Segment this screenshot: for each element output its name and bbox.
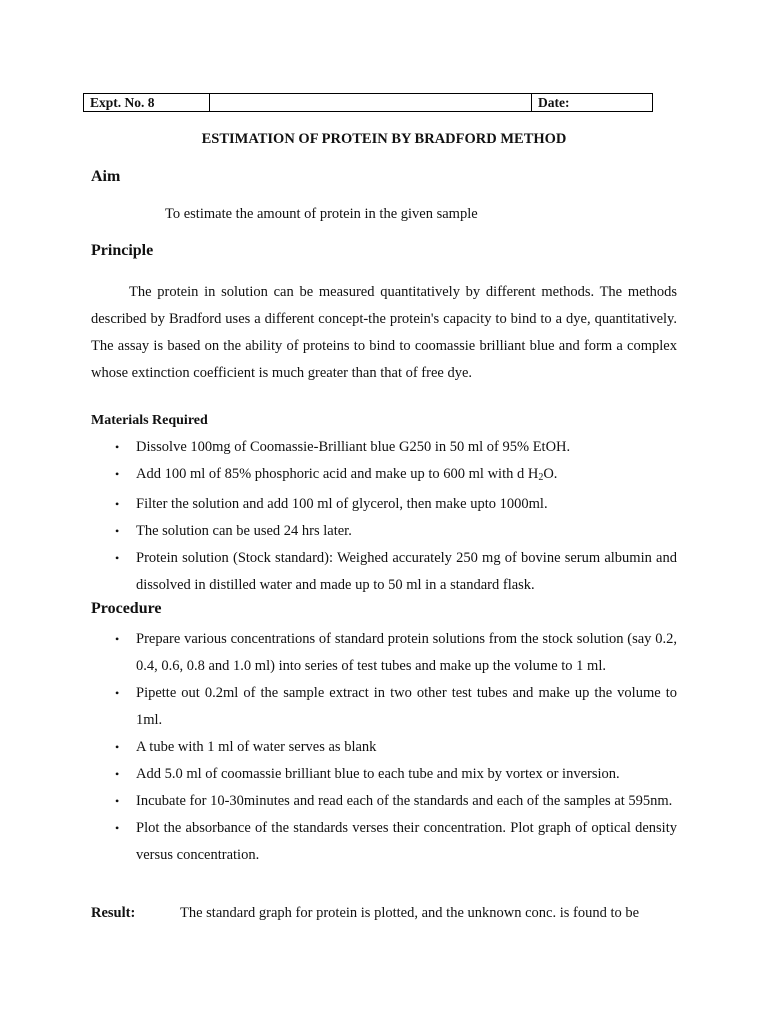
bullet-icon: • [115,740,120,754]
result-label: Result: [91,905,136,921]
bullet-icon: • [115,524,120,538]
list-item [91,788,677,815]
bullet-icon: • [115,467,120,481]
list-item-text: Incubate for 10-30minutes and read each of the standards and each of the samples at 595nm. [136,793,673,809]
list-item-text: Dissolve 100mg of Coomassie-Brilliant blue G250 in 50 ml of 95% EtOH. [136,439,571,455]
list-item [91,434,677,461]
list-item-text: The solution can be used 24 hrs later. [136,523,352,539]
expt-number-cell: Expt. No. 8 [84,94,210,111]
document-title: ESTIMATION OF PROTEIN BY BRADFORD METHOD [201,131,567,147]
bullet-icon: • [115,767,120,781]
list-item [91,461,677,491]
list-item [91,518,677,545]
bullet-icon: • [115,821,120,835]
blank-cell [210,94,532,111]
bullet-icon: • [115,686,120,700]
aim-text: To estimate the amount of protein in the given sample [165,206,478,222]
list-item [91,734,677,761]
bullet-icon: • [115,440,120,454]
subscript: 2 [538,472,544,483]
bullet-icon: • [115,632,120,646]
list-item-text: Add 100 ml of 85% phosphoric acid and make up to 600 ml with d H [136,466,539,482]
list-item-text: A tube with 1 ml of water serves as blank [136,739,377,755]
list-item-tail: O. [543,466,558,482]
date-cell: Date: [538,95,570,110]
procedure-heading: Procedure [91,600,162,617]
bullet-icon: • [115,551,120,565]
list-item [91,491,677,518]
list-item [91,761,677,788]
list-item-text: Prepare various concentrations of standard protein solutions from the stock solution (say 0.2, 0.4, 0.6, 0.8 and 1.0 ml) into series of test tubes and make up the volume to 1 ml. [136,631,677,674]
aim-heading: Aim [91,168,121,185]
materials-heading: Materials Required [91,413,208,428]
experiment-header-table [83,93,653,112]
list-item-text: Pipette out 0.2ml of the sample extract in two other test tubes and make up the volume to 1ml. [136,685,677,728]
list-item [91,545,677,599]
bullet-icon: • [115,794,120,808]
list-item-text: Filter the solution and add 100 ml of glycerol, then make upto 1000ml. [136,496,548,512]
principle-heading: Principle [91,242,154,259]
list-item [91,815,677,869]
procedure-list [91,626,677,869]
list-item [91,626,677,680]
result-text: The standard graph for protein is plotted, and the unknown conc. is found to be [180,905,640,921]
materials-list [91,434,677,599]
list-item-text: Plot the absorbance of the standards verses their concentration. Plot graph of optical density versus concentration. [136,820,677,863]
list-item-text: Protein solution (Stock standard): Weighed accurately 250 mg of bovine serum albumin and dissolved in distilled water and made up to 50 ml in a standard flask. [136,550,677,593]
list-item [91,680,677,734]
bullet-icon: • [115,497,120,511]
principle-text: The protein in solution can be measured quantitatively by different methods. The methods described by Bradford uses a different concept-the protein's capacity to bind to a dye, quantitatively. The assay is based on the ability of proteins to bind to coomassie brilliant blue and form a complex whose extinction coefficient is much greater than that of free dye. [91,284,677,381]
list-item-text: Add 5.0 ml of coomassie brilliant blue to each tube and mix by vortex or inversion. [136,766,620,782]
